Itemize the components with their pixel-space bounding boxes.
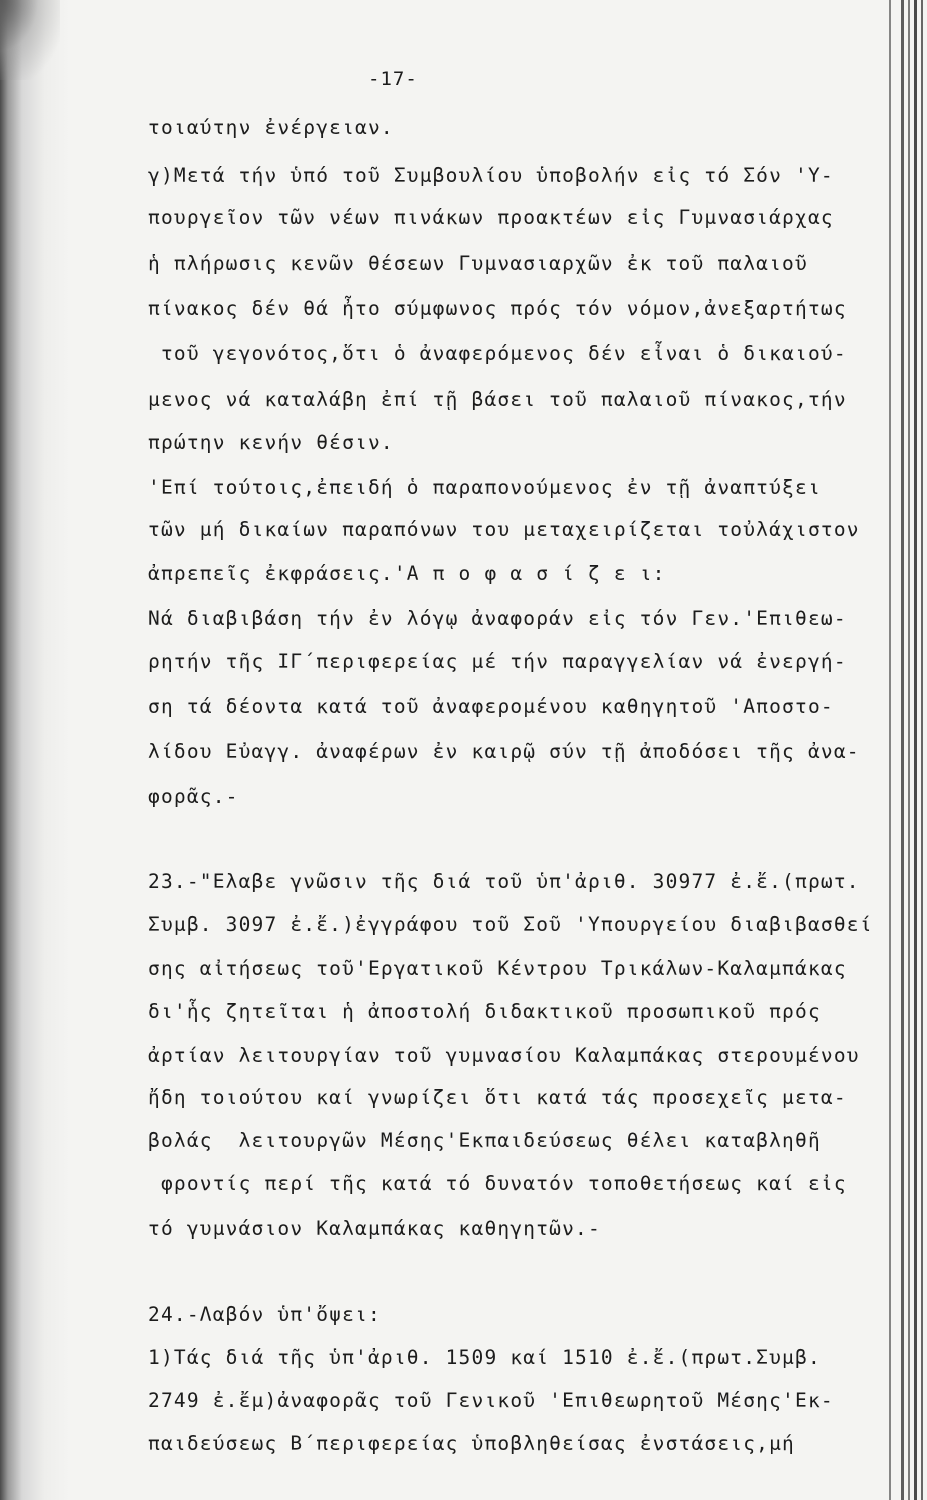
text-line: τό γυμνάσιον Καλαμπάκας καθηγητῶν.- <box>148 1217 601 1240</box>
text-line: ἤδη τοιούτου καί γνωρίζει ὅτι κατά τάς προσεχεῖς μετα- <box>148 1086 847 1109</box>
text-line: 1)Τάς διά τῆς ὑπ'ἀριθ. 1509 καί 1510 ἐ.ἔ.(πρωτ.Συμβ. <box>148 1346 821 1369</box>
text-line: ση τά δέοντα κατά τοῦ ἀναφερομένου καθηγητοῦ 'Αποστο- <box>148 695 834 718</box>
text-line: φορᾶς.- <box>148 785 239 808</box>
text-line: βολάς λειτουργῶν Μέσης'Εκπαιδεύσεως θέλει καταβληθῆ <box>148 1129 821 1152</box>
text-line: μενος νά καταλάβη ἐπί τῇ βάσει τοῦ παλαιοῦ πίνακος,τήν <box>148 388 847 411</box>
text-line: δι'ἧς ζητεῖται ἡ ἀποστολή διδακτικοῦ προσωπικοῦ πρός <box>148 1000 821 1023</box>
scan-edge-shadow <box>0 0 70 1500</box>
text-line: τοῦ γεγονότος,ὅτι ὁ ἀναφερόμενος δέν εἶναι ὁ δικαιού- <box>148 342 847 365</box>
text-line: πρώτην κενήν θέσιν. <box>148 431 394 454</box>
scan-corner-shadow <box>0 0 60 80</box>
text-line: ἀπρεπεῖς ἐκφράσεις.'Α π ο φ α σ ί ζ ε ι: <box>148 562 666 585</box>
text-line: πίνακος δέν θά ἦτο σύμφωνος πρός τόν νόμον,ἀνεξαρτήτως <box>148 297 847 320</box>
text-line: γ)Μετά τήν ὑπό τοῦ Συμβουλίου ὑποβολήν εἰς τό Σόν 'Υ- <box>148 164 834 187</box>
text-line: 'Επί τούτοις,ἐπειδή ὁ παραπονούμενος ἐν τῇ ἀναπτύξει <box>148 476 821 499</box>
text-line: ἡ πλήρωσις κενῶν θέσεων Γυμνασιαρχῶν ἐκ τοῦ παλαιοῦ <box>148 252 808 275</box>
text-line: σης αἰτήσεως τοῦ'Εργατικοῦ Κέντρου Τρικάλων-Καλαμπάκας <box>148 957 847 980</box>
text-line: λίδου Εὐαγγ. ἀναφέρων ἐν καιρῷ σύν τῇ ἀποδόσει τῆς ἀνα- <box>148 740 860 763</box>
text-line: πουργεῖον τῶν νέων πινάκων προακτέων εἰς Γυμνασιάρχας <box>148 206 834 229</box>
text-line: τῶν μή δικαίων παραπόνων του μεταχειρίζεται τοὐλάχιστον <box>148 518 860 541</box>
text-line: ρητήν τῆς ΙΓ΄περιφερείας μέ τήν παραγγελίαν νά ἐνεργή- <box>148 650 847 673</box>
text-line: παιδεύσεως Β΄περιφερείας ὑποβληθείσας ἐνστάσεις,μή <box>148 1432 795 1455</box>
text-line: Συμβ. 3097 ἐ.ἔ.)ἐγγράφου τοῦ Σοῦ 'Υπουργείου διαβιβασθεί <box>148 913 873 936</box>
text-line: 2749 ἐ.ἔμ)ἀναφορᾶς τοῦ Γενικοῦ 'Επιθεωρητοῦ Μέσης'Εκ- <box>148 1389 834 1412</box>
text-line: Νά διαβιβάση τήν ἐν λόγῳ ἀναφοράν εἰς τόν Γεν.'Επιθεω- <box>148 607 847 630</box>
text-line: τοιαύτην ἐνέργειαν. <box>148 116 394 139</box>
text-line: 23.-"Ελαβε γνῶσιν τῆς διά τοῦ ὑπ'ἀριθ. 30977 ἐ.ἔ.(πρωτ. <box>148 870 860 893</box>
text-line: φροντίς περί τῆς κατά τό δυνατόν τοποθετήσεως καί εἰς <box>148 1172 847 1195</box>
page-number: -17- <box>368 68 418 90</box>
text-line: 24.-Λαβόν ὑπ'ὄψει: <box>148 1303 381 1326</box>
binding-edge <box>867 0 927 1500</box>
text-line: ἀρτίαν λειτουργίαν τοῦ γυμνασίου Καλαμπάκας στερουμένου <box>148 1044 860 1067</box>
